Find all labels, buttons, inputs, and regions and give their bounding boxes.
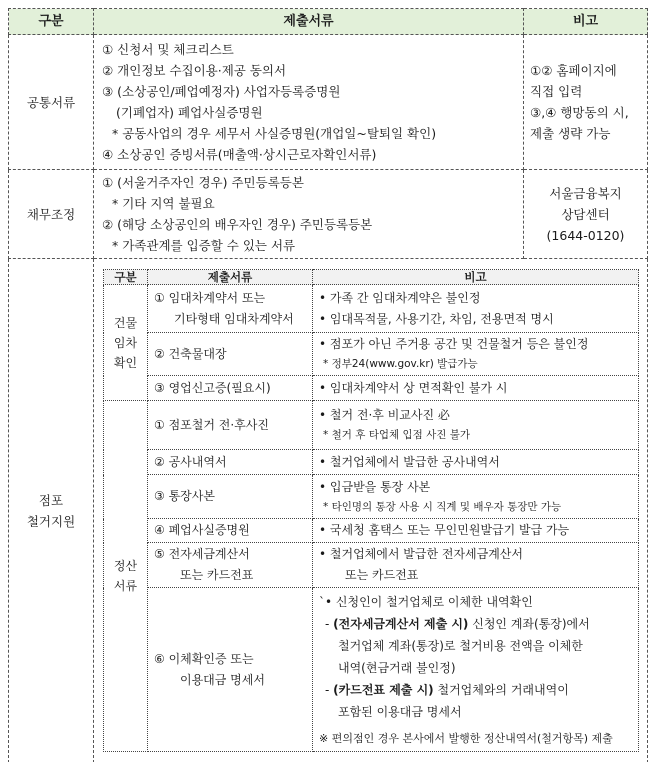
inner-remark: [313, 376, 639, 401]
inner-doc: [148, 285, 313, 333]
group-label-line: 확인: [113, 355, 138, 370]
inner-row: [104, 543, 639, 588]
inner-remark: [313, 333, 639, 376]
inner-header-category: 구분: [104, 270, 148, 285]
doc-line: ③ 영업신고증(필요시): [154, 380, 271, 395]
doc-line: ⑤ 전자세금계산서: [154, 547, 250, 561]
remark-line: 또는 카드전표: [345, 568, 419, 582]
table-header-row: [9, 9, 648, 35]
inner-doc: [148, 543, 313, 588]
remark-line: 내역(현금거래 불인정): [338, 661, 456, 675]
inner-row: [104, 401, 639, 450]
inner-row: [104, 450, 639, 475]
demolition-detail-cell: [94, 259, 648, 762]
remark-line: • 철거 전·후 비교사진 必: [319, 408, 450, 422]
inner-header-remarks: 비고: [313, 270, 639, 285]
inner-remark: [313, 475, 639, 519]
group-label-line: 서류: [113, 579, 138, 593]
remark-line: ①② 홈페이지에: [530, 63, 617, 78]
doc-line: ③ 통장사본: [154, 489, 215, 503]
remark-line: 포함된 이용대금 명세서: [338, 705, 462, 719]
inner-remark: [313, 588, 639, 752]
group-label-line: 건물: [113, 315, 138, 330]
remark-line: `• 신청인이 철거업체로 이체한 내역확인: [319, 595, 533, 609]
group-lease-label: [104, 285, 148, 401]
doc-line: ② (해당 소상공인의 배우자인 경우) 주민등록등본: [102, 217, 373, 232]
inner-remark: [313, 401, 639, 450]
remark-line: 서울금융복지: [549, 185, 622, 201]
doc-line: 기타형태 임대차계약서: [174, 311, 294, 326]
remark-line: 직접 입력: [530, 84, 583, 99]
doc-line: (기폐업자) 폐업사실증명원: [116, 105, 263, 120]
remarks-common: [524, 35, 648, 170]
remark-line: 철거업체 계좌(통장)로 철거비용 전액을 이체한: [338, 639, 583, 653]
doc-line: ④ 소상공인 증빙서류(매출액·상시근로자확인서류): [102, 147, 377, 162]
inner-doc: [148, 588, 313, 752]
doc-line: 또는 카드전표: [180, 568, 254, 582]
remark-note: * 타인명의 통장 사용 시 직계 및 배우자 통장만 가능: [323, 500, 562, 513]
group-label-line: 임차: [113, 335, 138, 350]
inner-row: [104, 333, 639, 376]
remark-case-tax-invoice: [319, 613, 632, 635]
doc-note: * 가족관계를 입증할 수 있는 서류: [112, 238, 296, 253]
remark-line: • 국세청 홈택스 또는 무인민원발급기 발급 가능: [319, 523, 570, 537]
inner-remark: [313, 519, 639, 543]
doc-note: * 공동사업의 경우 세무서 사실증명원(개업일~탈퇴일 확인): [112, 126, 437, 141]
doc-note: * 기타 지역 불필요: [112, 196, 215, 211]
inner-remark: [313, 450, 639, 475]
required-documents-table: [8, 8, 648, 762]
inner-doc: [148, 519, 313, 543]
category-line: 철거지원: [26, 513, 76, 529]
remark-line: • 임대목적물, 사용기간, 차임, 전용면적 명시: [319, 311, 554, 326]
header-documents: 제출서류: [94, 9, 524, 35]
inner-remark: [313, 285, 639, 333]
inner-doc: [148, 376, 313, 401]
inner-row: [104, 285, 639, 333]
inner-doc: [148, 401, 313, 450]
group-settlement-label: [104, 401, 148, 752]
case-text: 철거업체와의 거래내역이: [433, 683, 569, 697]
doc-line: ② 건축물대장: [154, 346, 227, 361]
dash: -: [325, 683, 330, 697]
case-label: (전자세금계산서 제출 시): [333, 617, 469, 631]
inner-header-documents: 제출서류: [148, 270, 313, 285]
remark-line: (1644-0120): [546, 227, 625, 243]
inner-header-row: [104, 270, 639, 285]
inner-doc: [148, 450, 313, 475]
row-debt-adjustment: [9, 170, 648, 259]
doc-line: ② 공사내역서: [154, 454, 227, 469]
demolition-documents-table: [103, 269, 639, 752]
doc-line: ② 개인정보 수집이용·제공 동의서: [102, 63, 287, 78]
doc-line: ① (서울거주자인 경우) 주민등록등본: [102, 175, 304, 190]
doc-line: ① 점포철거 전·후사진: [154, 417, 269, 432]
category-debt: 채무조정: [9, 170, 94, 259]
header-category: 구분: [9, 9, 94, 35]
remark-line: 상담센터: [561, 206, 610, 222]
doc-line: 이용대금 명세서: [180, 672, 265, 687]
remark-note: * 정부24(www.gov.kr) 발급가능: [323, 358, 478, 370]
category-common: 공통서류: [9, 35, 94, 170]
category-line: 점포: [38, 492, 64, 508]
doc-line: ⑥ 이체확인증 또는: [154, 651, 254, 666]
doc-line: ③ (소상공인/폐업예정자) 사업자등록증명원: [102, 84, 341, 99]
inner-remark: [313, 543, 639, 588]
remark-line: 제출 생략 가능: [530, 126, 611, 141]
remark-line: • 임대차계약서 상 면적확인 불가 시: [319, 380, 508, 395]
inner-doc: [148, 475, 313, 519]
remark-line: • 입금받을 통장 사본: [319, 479, 431, 494]
documents-common: [94, 35, 524, 170]
doc-line: ④ 폐업사실증명원: [154, 523, 250, 537]
doc-line: ① 임대차계약서 또는: [154, 290, 266, 305]
remark-note: * 철거 후 타업체 입점 사진 불가: [323, 429, 470, 441]
dash: -: [325, 617, 330, 631]
row-common-documents: [9, 35, 648, 170]
remark-line: • 철거업체에서 발급한 공사내역서: [319, 454, 500, 469]
row-store-demolition: [9, 259, 648, 762]
convenience-store-footnote: ※ 편의점인 경우 본사에서 발행한 정산내역서(철거항목) 제출: [319, 732, 613, 745]
doc-line: ① 신청서 및 체크리스트: [102, 42, 234, 57]
remarks-debt: [524, 170, 648, 259]
inner-row: [104, 588, 639, 752]
inner-row: [104, 475, 639, 519]
header-remarks: 비고: [524, 9, 648, 35]
inner-row: [104, 376, 639, 401]
inner-doc: [148, 333, 313, 376]
remark-line: • 가족 간 임대차계약은 불인정: [319, 290, 481, 305]
remark-line: ③,④ 행망동의 시,: [530, 105, 629, 120]
remark-case-card-slip: [319, 679, 632, 701]
category-demolition: [9, 259, 94, 762]
inner-row: [104, 519, 639, 543]
group-label-line: 정산: [113, 559, 138, 573]
documents-debt: [94, 170, 524, 259]
case-label: (카드전표 제출 시): [333, 683, 434, 697]
remark-line: • 점포가 아닌 주거용 공간 및 건물철거 등은 불인정: [319, 337, 589, 351]
remark-line: • 철거업체에서 발급한 전자세금계산서: [319, 547, 523, 561]
case-text: 신청인 계좌(통장)에서: [468, 617, 590, 631]
